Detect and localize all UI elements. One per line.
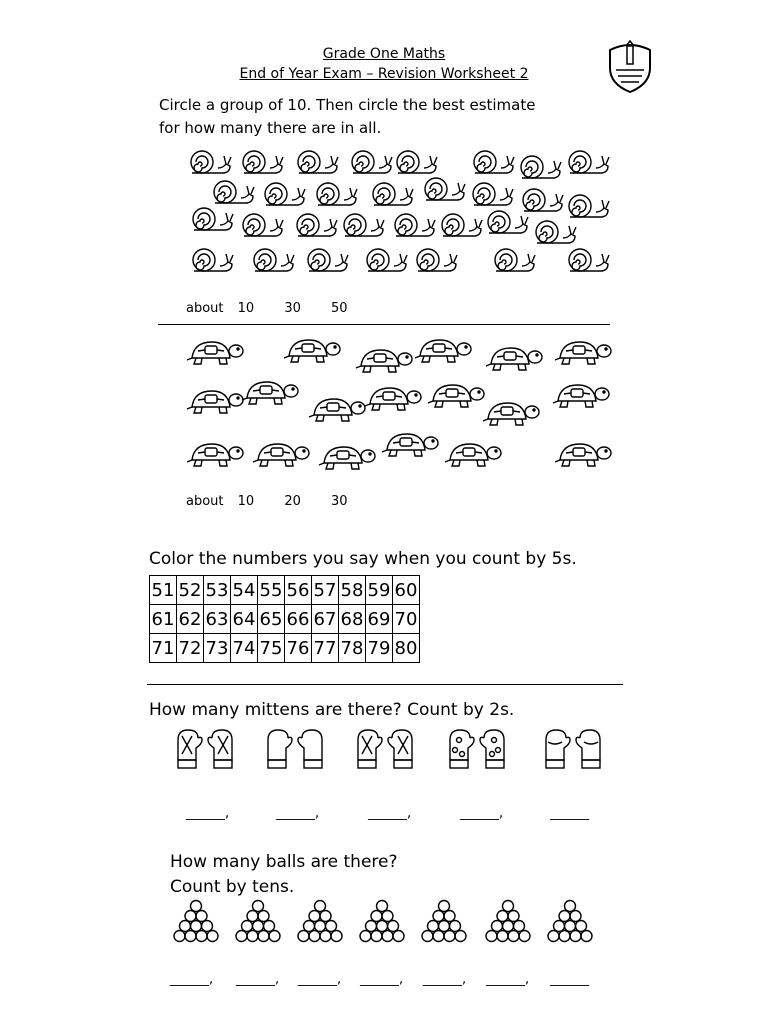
answer-blank[interactable]: ______,	[170, 972, 214, 987]
answer-blank[interactable]: ______,	[186, 806, 230, 821]
grid-cell[interactable]: 59	[366, 576, 393, 605]
estimate-option[interactable]: 20	[284, 494, 301, 509]
grid-cell[interactable]: 61	[150, 605, 177, 634]
grid-cell[interactable]: 63	[204, 605, 231, 634]
instruction-count-by-5s: Color the numbers you say when you count by 5s.	[149, 549, 577, 569]
answer-blank[interactable]: ______,	[368, 806, 412, 821]
instruction-balls-line2: Count by tens.	[170, 877, 295, 897]
grid-cell[interactable]: 74	[231, 634, 258, 663]
ball-pyramid-icon[interactable]	[236, 901, 280, 942]
grid-cell[interactable]: 64	[231, 605, 258, 634]
estimate-option[interactable]: 30	[284, 301, 301, 316]
ball-pyramid-icon[interactable]	[298, 901, 342, 942]
grid-cell[interactable]: 70	[393, 605, 420, 634]
grid-cell[interactable]: 78	[339, 634, 366, 663]
grid-cell[interactable]: 56	[285, 576, 312, 605]
ball-pyramid-icon[interactable]	[422, 901, 466, 942]
grid-cell[interactable]: 55	[258, 576, 285, 605]
answer-blank[interactable]: ______,	[460, 806, 504, 821]
worksheet-subtitle: End of Year Exam – Revision Worksheet 2	[239, 66, 529, 82]
grid-cell[interactable]: 51	[150, 576, 177, 605]
grid-cell[interactable]: 69	[366, 605, 393, 634]
grid-cell[interactable]: 58	[339, 576, 366, 605]
grid-cell[interactable]: 62	[177, 605, 204, 634]
estimate-prefix: about	[186, 301, 224, 316]
answer-blank[interactable]: ______,	[360, 972, 404, 987]
instruction-balls-line1: How many balls are there?	[170, 852, 398, 872]
grid-cell[interactable]: 57	[312, 576, 339, 605]
grid-cell[interactable]: 54	[231, 576, 258, 605]
grid-cell[interactable]: 67	[312, 605, 339, 634]
grid-cell[interactable]: 77	[312, 634, 339, 663]
grid-cell[interactable]: 53	[204, 576, 231, 605]
estimate-option[interactable]: 50	[331, 301, 348, 316]
answer-blank[interactable]: ______	[550, 972, 589, 987]
estimate-prefix: about	[186, 494, 224, 509]
instruction-mittens: How many mittens are there? Count by 2s.	[149, 700, 515, 720]
worksheet-title: Grade One Maths	[322, 46, 446, 62]
grid-cell[interactable]: 65	[258, 605, 285, 634]
grid-cell[interactable]: 80	[393, 634, 420, 663]
answer-blank[interactable]: ______	[550, 806, 589, 821]
ball-pyramid-icon[interactable]	[360, 901, 404, 942]
answer-blank[interactable]: ______,	[423, 972, 467, 987]
ball-pyramid-icon[interactable]	[486, 901, 530, 942]
grid-cell[interactable]: 72	[177, 634, 204, 663]
estimate-option[interactable]: 10	[237, 301, 255, 316]
estimate-option[interactable]: 10	[237, 494, 255, 509]
answer-blank[interactable]: ______,	[486, 972, 530, 987]
answer-blank[interactable]: ______,	[276, 806, 320, 821]
grid-cell[interactable]: 52	[177, 576, 204, 605]
grid-cell[interactable]: 79	[366, 634, 393, 663]
ball-pyramid-icon[interactable]	[548, 901, 592, 942]
instruction-circle-line2: for how many there are in all.	[159, 119, 382, 137]
instruction-circle-line1: Circle a group of 10. Then circle the best estimate	[159, 96, 536, 114]
answer-blank[interactable]: ______,	[236, 972, 280, 987]
grid-cell[interactable]: 66	[285, 605, 312, 634]
grid-cell[interactable]: 75	[258, 634, 285, 663]
grid-cell[interactable]: 71	[150, 634, 177, 663]
grid-cell[interactable]: 68	[339, 605, 366, 634]
estimate-option[interactable]: 30	[331, 494, 348, 509]
answer-blank[interactable]: ______,	[298, 972, 342, 987]
ball-pyramid-icon[interactable]	[174, 901, 218, 942]
grid-cell[interactable]: 60	[393, 576, 420, 605]
grid-cell[interactable]: 76	[285, 634, 312, 663]
grid-cell[interactable]: 73	[204, 634, 231, 663]
